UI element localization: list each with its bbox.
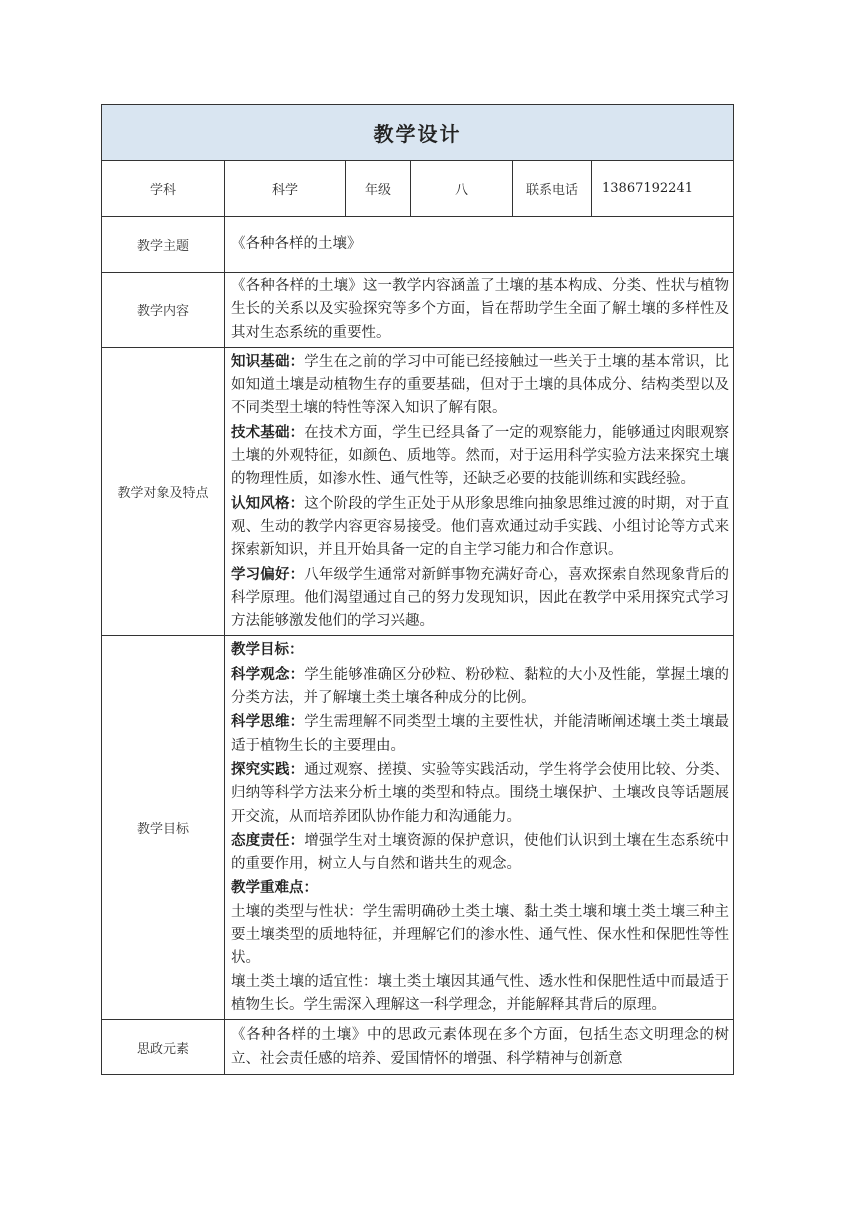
key-points-heading: 教学重难点： bbox=[231, 879, 318, 897]
content-row bbox=[102, 273, 734, 348]
students-label: 教学对象及特点 bbox=[102, 347, 225, 636]
info-row bbox=[102, 161, 734, 217]
content-text: 《各种各样的土壤》这一教学内容涵盖了土壤的基本构成、分类、性状与植物生长的关系以及实验探究等多个方面，旨在帮助学生全面了解土壤的多样性及其对生态系统的重要性。 bbox=[225, 273, 734, 348]
students-content bbox=[225, 347, 734, 636]
students-row bbox=[102, 347, 734, 636]
teaching-design-table bbox=[101, 104, 734, 1075]
goals-item: 态度责任：增强学生对土壤资源的保护意识，使他们认识到土壤在生态系统中的重要作用，树立人与自然和谐共生的观念。 bbox=[231, 831, 730, 873]
theme-row bbox=[102, 217, 734, 273]
grade-label: 年级 bbox=[346, 161, 411, 217]
ideology-text bbox=[225, 1020, 734, 1075]
content-label: 教学内容 bbox=[102, 273, 225, 348]
students-item: 学习偏好：八年级学生通常对新鲜事物充满好奇心，喜欢探索自然现象背后的科学原理。他们渴望通过自己的努力发现知识，因此在教学中采用探究式学习方法能够激发他们的学习兴趣。 bbox=[231, 565, 730, 630]
goals-item: 科学观念：学生能够准确区分砂粒、粉砂粒、黏粒的大小及性能，掌握土壤的分类方法，并了解壤土类土壤各种成分的比例。 bbox=[231, 665, 730, 707]
ideology-text-clip: 《各种各样的土壤》中的思政元素体现在多个方面，包括生态文明理念的树立、社会责任感的培养、爱国情怀的增强、科学精神与创新意 bbox=[231, 1027, 730, 1067]
table-title: 教学设计 bbox=[102, 105, 734, 161]
key-point: 土壤的类型与性状：学生需明确砂土类土壤、黏土类土壤和壤土类土壤三种主要土壤类型的质地特征，并理解它们的渗水性、通气性、保水性和保肥性等性状。 bbox=[231, 903, 730, 967]
goals-content bbox=[225, 636, 734, 1020]
grade-value: 八 bbox=[411, 161, 513, 217]
theme-label: 教学主题 bbox=[102, 217, 225, 273]
goals-row bbox=[102, 636, 734, 1020]
ideology-label: 思政元素 bbox=[102, 1020, 225, 1075]
students-item: 认知风格：这个阶段的学生正处于从形象思维向抽象思维过渡的时期，对于直观、生动的教学内容更容易接受。他们喜欢通过动手实践、小组讨论等方式来探索新知识，并且开始具备一定的自主学习能力和合作意识。 bbox=[231, 494, 730, 559]
theme-value: 《各种各样的土壤》 bbox=[225, 217, 734, 273]
key-point: 壤土类土壤的适宜性：壤土类土壤因其通气性、透水性和保肥性适中而最适于植物生长。学生需深入理解这一科学理念，并能解释其背后的原理。 bbox=[231, 973, 730, 1013]
goals-item: 探究实践：通过观察、搓摸、实验等实践活动，学生将学会使用比较、分类、归纳等科学方法来分析土壤的类型和特点。围绕土壤保护、土壤改良等话题展开交流，从而培养团队协作能力和沟通能力。 bbox=[231, 760, 730, 825]
ideology-row bbox=[102, 1020, 734, 1075]
goals-item: 科学思维：学生需理解不同类型土壤的主要性状，并能清晰阐述壤土类土壤最适于植物生长的主要理由。 bbox=[231, 713, 730, 754]
students-item: 知识基础：学生在之前的学习中可能已经接触过一些关于土壤的基本常识，比如知道土壤是动植物生存的重要基础，但对于土壤的具体成分、结构类型以及不同类型土壤的特性等深入知识了解有限。 bbox=[231, 352, 730, 417]
subject-value: 科学 bbox=[225, 161, 346, 217]
phone-label: 联系电话 bbox=[513, 161, 592, 217]
subject-label: 学科 bbox=[102, 161, 225, 217]
phone-value: 13867192241 bbox=[592, 161, 734, 217]
students-item: 技术基础：在技术方面，学生已经具备了一定的观察能力，能够通过肉眼观察土壤的外观特征，如颜色、质地等。然而，对于运用科学实验方法来探究土壤的物理性质，如渗水性、通气性等，还缺乏必要的技能训练和实践经验。 bbox=[231, 423, 730, 488]
goals-heading: 教学目标： bbox=[231, 641, 304, 659]
goals-label: 教学目标 bbox=[102, 636, 225, 1020]
